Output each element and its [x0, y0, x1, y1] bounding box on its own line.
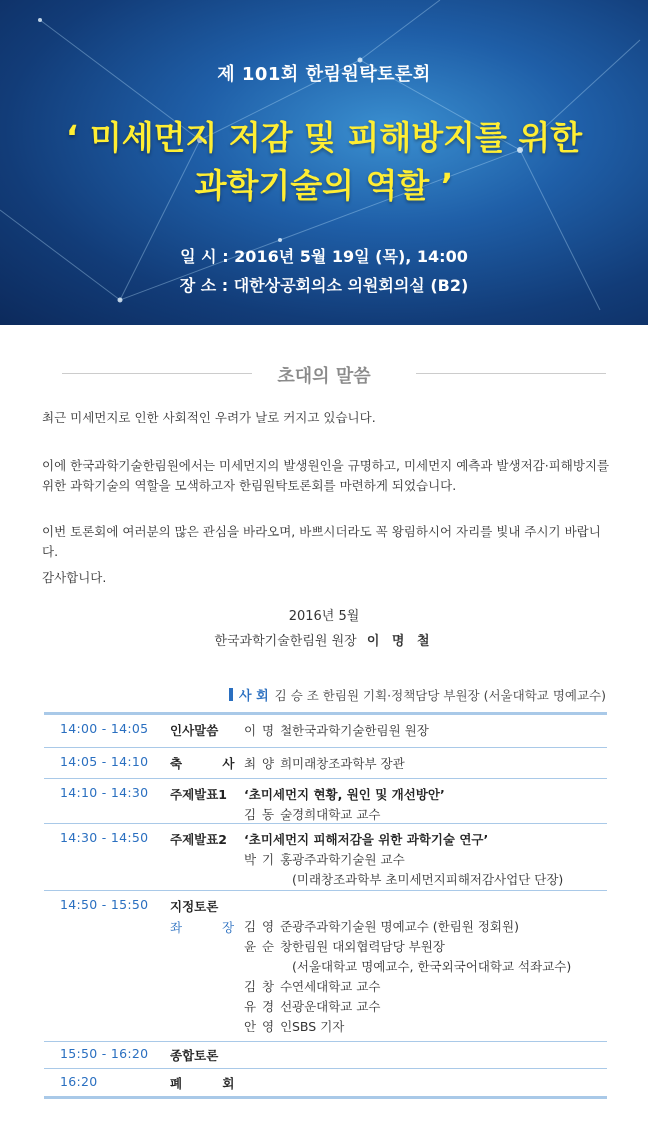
- row-body: [244, 830, 607, 890]
- moderator-label: 사 회: [239, 689, 269, 704]
- chair-label: 좌 장: [170, 920, 253, 935]
- panelist-affiliation: 한림원 대외협력담당 부원장: [292, 939, 445, 954]
- moderator-line: [42, 685, 606, 704]
- invitation-paragraph-2: [42, 456, 612, 496]
- row-kind: 주제발표1: [170, 787, 227, 802]
- talk-topic: ‘초미세먼지 피해저감을 위한 과학기술 연구’: [244, 832, 489, 847]
- speaker-affiliation: 광주과학기술원 교수: [292, 852, 405, 867]
- speaker-name: 김 동 술: [244, 807, 294, 822]
- event-series: 제 101회 한림원탁토론회: [217, 64, 431, 85]
- talk-topic: ‘초미세먼지 현황, 원인 및 개선방안’: [244, 787, 445, 802]
- table-row: [44, 891, 607, 1042]
- row-body: [244, 917, 607, 1037]
- signature: [0, 630, 648, 649]
- panelist-affiliation: 광주과학기술원 명예교수 (한림원 정회원): [292, 919, 519, 934]
- program-table: [44, 712, 607, 1099]
- table-row: [44, 824, 607, 891]
- row-body: [244, 785, 607, 825]
- event-place: 장 소 : 대한상공회의소 의원회의실 (B2): [179, 276, 469, 295]
- panelist-name: 유 경 선: [244, 999, 294, 1014]
- panelist-affiliation: (서울대학교 명예교수, 한국외국어대학교 석좌교수): [292, 959, 572, 974]
- invitation-paragraph-1: 최근 미세먼지로 인한 사회적인 우려가 날로 커지고 있습니다.: [42, 410, 376, 425]
- row-kind: 종합토론: [170, 1048, 219, 1063]
- table-row: [44, 779, 607, 824]
- row-time: 15:50 - 16:20: [60, 1046, 149, 1061]
- row-time: 14:10 - 14:30: [60, 785, 149, 800]
- speaker-name: 이 명 철: [244, 723, 294, 738]
- row-kind: 축 사: [170, 756, 253, 771]
- panelist-affiliation: 연세대학교 교수: [292, 979, 381, 994]
- row-time: 16:20: [60, 1074, 98, 1089]
- table-row: [44, 1042, 607, 1069]
- invitation-date: 2016년 5월: [288, 609, 360, 624]
- accent-bar: [229, 688, 233, 701]
- signer-title: 한국과학기술한림원 원장: [214, 634, 357, 649]
- panelist-name: 안 영 인: [244, 1019, 294, 1034]
- invitation-paragraph-3: 이번 토론회에 여러분의 많은 관심을 바라오며, 바쁘시더라도 꼭 왕림하시어 자리를 빛내 주시기 바랍니다.: [42, 524, 601, 559]
- panelist-affiliation: SBS 기자: [292, 1019, 345, 1034]
- event-date: 일 시 : 2016년 5월 19일 (목), 14:00: [180, 247, 468, 266]
- moderator-info: 김 승 조 한림원 기획·정책담당 부원장 (서울대학교 명예교수): [274, 688, 606, 703]
- row-kind: 주제발표2: [170, 832, 227, 847]
- event-title-line1: ‘ 미세먼지 저감 및 피해방지를 위한: [65, 118, 583, 157]
- invitation-paragraph-2b: 위한 과학기술의 역할을 모색하고자 한림원탁토론회를 마련하게 되었습니다.: [42, 478, 457, 493]
- row-time: 14:30 - 14:50: [60, 830, 149, 845]
- speaker-affiliation: 경희대학교 교수: [292, 807, 381, 822]
- event-title-line2: 과학기술의 역할 ’: [194, 166, 454, 205]
- row-kind: 지정토론: [170, 899, 219, 914]
- panelist-name: 김 창 수: [244, 979, 294, 994]
- row-time: 14:50 - 15:50: [60, 897, 149, 912]
- invitation-title: 초대의 말씀: [277, 366, 371, 387]
- date-label: 일 시: [180, 247, 217, 266]
- speaker-affiliation-extra: (미래창조과학부 초미세먼지피해저감사업단 단장): [292, 872, 564, 887]
- row-time: 14:00 - 14:05: [60, 721, 149, 736]
- panelist-name: 윤 순 창: [244, 939, 294, 954]
- speaker-affiliation: 미래창조과학부 장관: [292, 756, 405, 771]
- panelist-name: 김 영 준: [244, 919, 294, 934]
- place-label: 장 소: [179, 276, 217, 295]
- place-value: 대한상공회의소 의원회의실 (B2): [233, 276, 469, 295]
- row-kind: 인사말씀: [170, 723, 219, 738]
- panelist-affiliation: 광운대학교 교수: [292, 999, 381, 1014]
- row-body: [244, 754, 607, 774]
- table-row: [44, 715, 607, 748]
- date-value: 2016년 5월 19일 (목), 14:00: [234, 247, 468, 266]
- table-row: [44, 748, 607, 779]
- hero-banner: [0, 0, 648, 325]
- invitation-heading: [42, 362, 606, 387]
- signer-name: 이 명 철: [366, 634, 434, 649]
- divider-right: [416, 373, 606, 374]
- speaker-affiliation: 한국과학기술한림원 원장: [292, 723, 429, 738]
- speaker-name: 최 양 희: [244, 756, 294, 771]
- table-row: [44, 1069, 607, 1096]
- row-kind: 폐 회: [170, 1076, 253, 1091]
- invitation-closing: 감사합니다.: [42, 570, 107, 585]
- speaker-name: 박 기 홍: [244, 852, 294, 867]
- row-time: 14:05 - 14:10: [60, 754, 149, 769]
- row-body: [244, 721, 607, 741]
- invitation-paragraph-2a: 이에 한국과학기술한림원에서는 미세먼지의 발생원인을 규명하고, 미세먼지 예측과 발생저감·피해방지를: [42, 458, 610, 473]
